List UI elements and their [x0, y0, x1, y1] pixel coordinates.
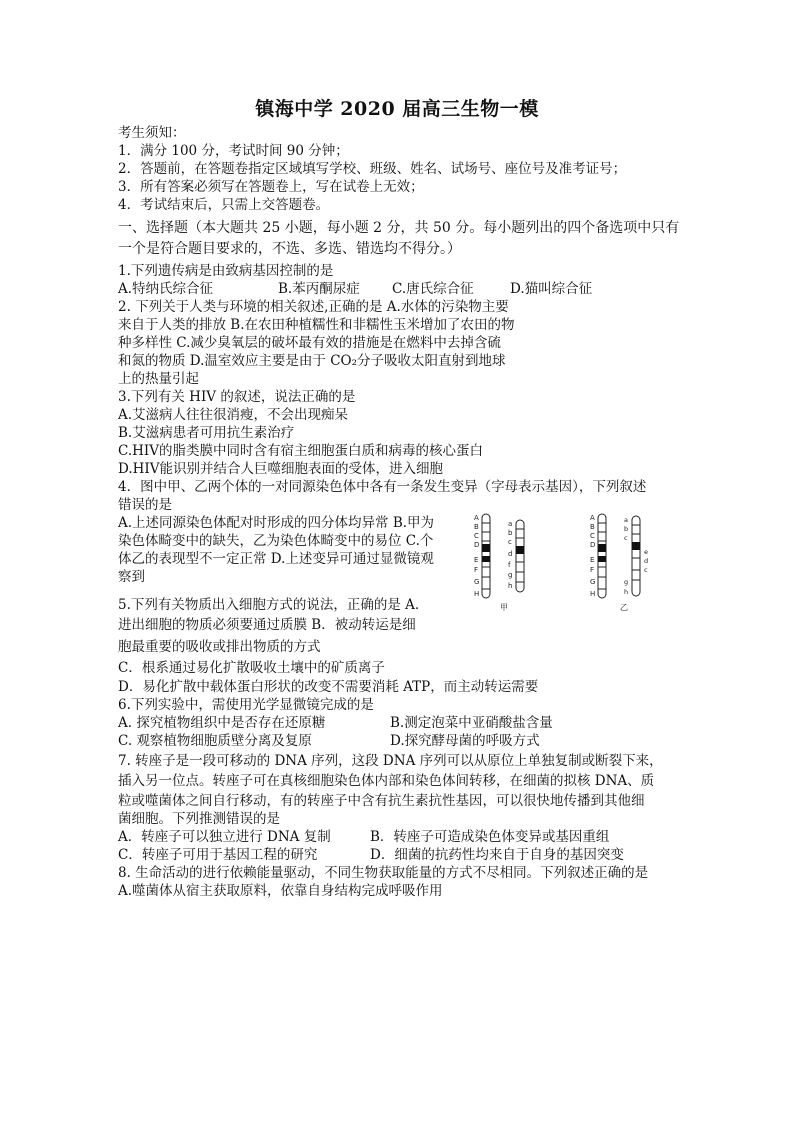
- q1-option-d: D.猫叫综合征: [510, 281, 593, 297]
- q7-option-d: D．细菌的抗药性均来自于自身的基因突变: [370, 847, 624, 863]
- jia-c1-label: E: [474, 556, 479, 564]
- figure-label-jia: 甲: [500, 603, 508, 612]
- yi-c1-label: G: [590, 578, 596, 586]
- question-5-line: C．根系通过易化扩散吸收土壤中的矿质离子: [118, 660, 385, 676]
- q6-option-b: B.测定泡菜中亚硝酸盐含量: [390, 715, 553, 731]
- yi-c2-label: c: [644, 566, 648, 574]
- question-5-line: D．易化扩散中载体蛋白形状的改变不需要消耗 ATP，而主动转运需要: [118, 679, 539, 695]
- question-8-stem: 8. 生命活动的进行依赖能量驱动，不同生物获取能量的方式不尽相同。下列叙述正确的是: [118, 865, 649, 881]
- yi-c2-label: a: [624, 516, 628, 524]
- yi-band-1: [598, 556, 606, 562]
- question-4-line: 染色体畸变中的缺失，乙为染色体畸变中的易位 C.个: [118, 533, 434, 549]
- yi-c2-label: h: [624, 588, 629, 596]
- q3-option-d: D.HIV能识别并结合人巨噬细胞表面的受体，进入细胞: [118, 461, 443, 477]
- q7-option-a: A．转座子可以独立进行 DNA 复制: [118, 829, 331, 845]
- question-4-line: 4．图中甲、乙两个体的一对同源染色体中各有一条发生变异（字母表示基因），下列叙述: [118, 479, 647, 495]
- notice-item: 1．满分 100 分，考试时间 90 分钟；: [118, 143, 349, 159]
- question-5-line: 5.下列有关物质出入细胞方式的说法，正确的是 A．: [118, 597, 429, 613]
- section-heading-cont: 一个是符合题目要求的，不选、多选、错选均不得分。）: [118, 241, 461, 257]
- question-2-line: 上的热量引起: [118, 371, 199, 387]
- notice-heading: 考生须知：: [118, 125, 186, 141]
- question-2-line: 2. 下列关于人类与环境的相关叙述,正确的是 A.水体的污染物主要: [118, 299, 509, 315]
- q1-option-c: C.唐氏综合征: [392, 281, 474, 297]
- yi-c1-label: D: [590, 541, 596, 549]
- notice-item: 4．考试结束后，只需上交答题卷。: [118, 197, 330, 213]
- yi-centromere-2: [632, 542, 640, 550]
- q7-option-b: B．转座子可造成染色体变异或基因重组: [370, 829, 610, 845]
- jia-c2-label: d: [508, 550, 513, 558]
- q6-option-d: D.探究酵母菌的呼吸方式: [390, 733, 540, 749]
- question-5-line: 进出细胞的物质必须要通过质膜 B．被动转运是细: [118, 617, 416, 633]
- jia-c1-label: F: [474, 566, 479, 574]
- question-4-line: 察到: [118, 569, 145, 585]
- jia-centromere-1: [482, 544, 490, 552]
- yi-c1-label: E: [590, 556, 595, 564]
- jia-c1-label: H: [474, 590, 480, 598]
- question-5-line: 胞最重要的吸收或排出物质的方式: [118, 639, 321, 655]
- page-title: 镇海中学 2020 届高三生物一模: [255, 98, 539, 120]
- yi-c1-label: B: [590, 523, 595, 531]
- question-7-line: 插入另一位点。转座子可在真核细胞染色体内部和染色体间转移，在细菌的拟核 DNA、质: [118, 773, 655, 789]
- jia-band-1: [482, 556, 490, 562]
- yi-c2-label: g: [624, 578, 629, 586]
- yi-c2-label: c: [624, 534, 628, 542]
- jia-c2-label: f: [508, 561, 511, 569]
- question-2-line: 和氮的物质 D.温室效应主要是由于 CO₂分子吸收太阳直射到地球: [118, 353, 506, 369]
- jia-c1-label: D: [474, 541, 480, 549]
- yi-c1-label: F: [590, 566, 595, 574]
- question-4-line: 错误的是: [118, 497, 172, 513]
- yi-chromosome-2: [632, 516, 640, 596]
- yi-c2-label: e: [644, 548, 648, 556]
- question-3-stem: 3.下列有关 HIV 的叙述，说法正确的是: [118, 389, 356, 405]
- jia-c1-label: B: [474, 523, 479, 531]
- question-7-line: 菌细胞。下列推测错误的是: [118, 811, 280, 827]
- q6-option-c: C. 观察植物细胞质壁分离及复原: [118, 733, 312, 749]
- yi-c1-label: A: [590, 514, 595, 522]
- figure-label-yi: 乙: [620, 603, 628, 612]
- yi-c2-label: d: [644, 557, 649, 565]
- yi-c1-label: C: [590, 532, 595, 540]
- jia-centromere-2: [516, 546, 524, 554]
- q3-option-b: B.艾滋病患者可用抗生素治疗: [118, 425, 295, 441]
- yi-centromere-1: [598, 544, 606, 552]
- jia-c2-label: a: [508, 520, 513, 528]
- q7-option-c: C．转座子可用于基因工程的研究: [118, 847, 318, 863]
- q1-option-a: A.特纳氏综合征: [118, 281, 214, 297]
- yi-c1-label: H: [590, 590, 596, 598]
- jia-c1-label: G: [474, 578, 480, 586]
- q3-option-c: C.HIV的脂类膜中同时含有宿主细胞蛋白质和病毒的核心蛋白: [118, 443, 483, 459]
- notice-item: 3．所有答案必须写在答题卷上，写在试卷上无效；: [118, 179, 424, 195]
- q3-option-a: A.艾滋病人往往很消瘦，不会出现痴呆: [118, 407, 349, 423]
- q1-option-b: B.苯丙酮尿症: [278, 281, 360, 297]
- question-4-line: 体乙的表现型不一定正常 D.上述变异可通过显微镜观: [118, 551, 434, 567]
- jia-c2-label: h: [508, 582, 513, 590]
- jia-c1-label: A: [474, 514, 479, 522]
- yi-c2-label: b: [624, 525, 629, 533]
- jia-c2-label: g: [508, 571, 513, 579]
- jia-chromosome-2: [516, 520, 524, 592]
- question-4-line: A.上述同源染色体配对时形成的四分体均异常 B.甲为: [118, 515, 435, 531]
- jia-c1-label: C: [474, 532, 479, 540]
- question-2-line: 来自于人类的排放 B.在农田种植糯性和非糯性玉米增加了农田的物: [118, 317, 515, 333]
- jia-c2-label: c: [508, 538, 512, 546]
- q8-option-a: A.噬菌体从宿主获取原料，依靠自身结构完成呼吸作用: [118, 883, 443, 899]
- section-heading: 一、选择题（本大题共 25 小题，每小题 2 分，共 50 分。每小题列出的四个备选项中只有: [118, 220, 680, 236]
- chromosome-figure: [470, 512, 670, 612]
- question-7-line: 粒或噬菌体之间自行移动，有的转座子中含有抗生素抗性基因，可以很快地传播到其他细: [118, 793, 645, 809]
- jia-c2-label: b: [508, 529, 513, 537]
- notice-item: 2．答题前，在答题卷指定区域填写学校、班级、姓名、试场号、座位号及准考证号；: [118, 161, 627, 177]
- question-7-line: 7. 转座子是一段可移动的 DNA 序列，这段 DNA 序列可以从原位上单独复制或断裂下来，: [118, 753, 663, 769]
- question-1-stem: 1.下列遗传病是由致病基因控制的是: [118, 263, 334, 279]
- question-2-line: 种多样性 C.减少臭氧层的破坏最有效的措施是在燃料中去掉含硫: [118, 335, 501, 351]
- question-6-stem: 6.下列实验中，需使用光学显微镜完成的是: [118, 697, 374, 713]
- q6-option-a: A. 探究植物组织中是否存在还原糖: [118, 715, 326, 731]
